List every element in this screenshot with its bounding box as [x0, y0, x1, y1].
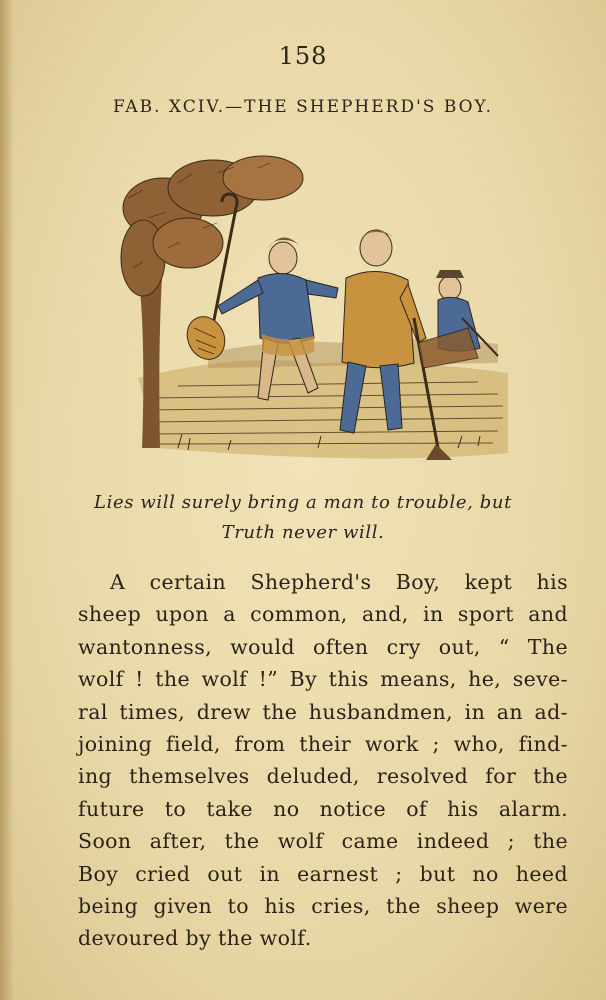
body-line: being given to his cries, the sheep were: [78, 893, 568, 918]
page-number: 158: [278, 42, 328, 70]
body-line: wolf ! the wolf !” By this means, he, seve-: [78, 667, 568, 692]
body-line: A certain Shepherd's Boy, kept his: [110, 570, 568, 594]
moral-line-2: Truth never will.: [221, 522, 385, 543]
body-line: devoured by the wolf.: [78, 926, 312, 951]
moral-line-1: Lies will surely bring a man to trouble, but: [94, 492, 512, 513]
body-line: ing themselves deluded, resolved for the: [78, 764, 568, 789]
body-line: Soon after, the wolf came indeed ; the: [78, 829, 568, 854]
body-line: sheep upon a common, and, in sport and: [78, 602, 568, 627]
page-gutter-shadow: [0, 0, 14, 1000]
fable-title: FAB. XCIV.—THE SHEPHERD'S BOY.: [113, 97, 493, 117]
woodcut-illustration: [118, 148, 512, 468]
body-line: ral times, drew the husbandmen, in an ad-: [78, 699, 568, 724]
body-line: Boy cried out in earnest ; but no heed: [78, 861, 568, 886]
body-line: joining field, from their work ; who, find-: [78, 731, 568, 756]
body-line: future to take no notice of his alarm.: [78, 796, 568, 821]
fable-moral: [60, 488, 546, 548]
body-line: wantonness, would often cry out, “ The: [78, 634, 568, 659]
fable-body: [78, 566, 568, 955]
